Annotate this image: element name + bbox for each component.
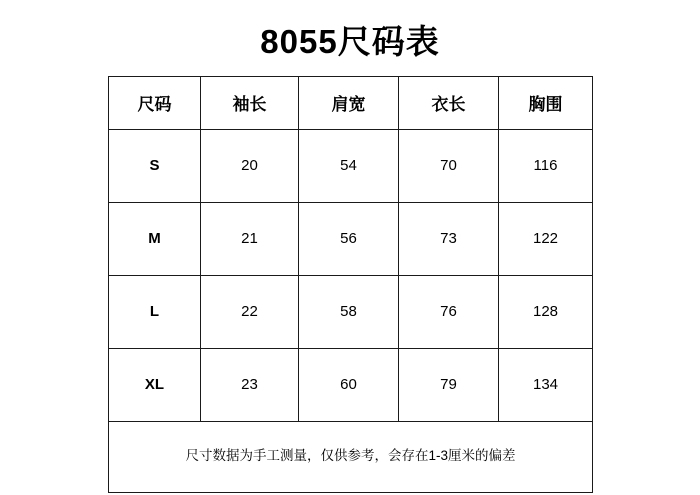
table-header [109,76,593,129]
cell-sleeve-length: 23 [201,348,299,421]
cell-garment-length: 76 [399,275,499,348]
table-row [109,129,593,202]
table-row [109,202,593,275]
column-header-sleeve-length: 袖长 [201,76,299,129]
cell-bust: 134 [499,348,593,421]
cell-size: XL [109,348,201,421]
cell-shoulder-width: 56 [299,202,399,275]
cell-sleeve-length: 20 [201,129,299,202]
cell-bust: 128 [499,275,593,348]
cell-garment-length: 73 [399,202,499,275]
cell-bust: 122 [499,202,593,275]
column-header-garment-length: 衣长 [399,76,499,129]
column-header-shoulder-width: 肩宽 [299,76,399,129]
cell-size: M [109,202,201,275]
size-table-container [108,76,592,493]
table-body [109,129,593,492]
cell-size: L [109,275,201,348]
column-header-bust: 胸围 [499,76,593,129]
measurement-note: 尺寸数据为手工测量，仅供参考，会存在1-3厘米的偏差 [109,421,593,492]
page-title: 8055尺码表 [260,23,440,60]
table-header-row [109,76,593,129]
size-table [108,76,593,493]
cell-garment-length: 79 [399,348,499,421]
column-header-size: 尺码 [109,76,201,129]
cell-shoulder-width: 54 [299,129,399,202]
cell-bust: 116 [499,129,593,202]
cell-sleeve-length: 21 [201,202,299,275]
table-row [109,348,593,421]
cell-sleeve-length: 22 [201,275,299,348]
table-note-row [109,421,593,492]
table-row [109,275,593,348]
cell-shoulder-width: 58 [299,275,399,348]
cell-garment-length: 70 [399,129,499,202]
cell-shoulder-width: 60 [299,348,399,421]
cell-size: S [109,129,201,202]
